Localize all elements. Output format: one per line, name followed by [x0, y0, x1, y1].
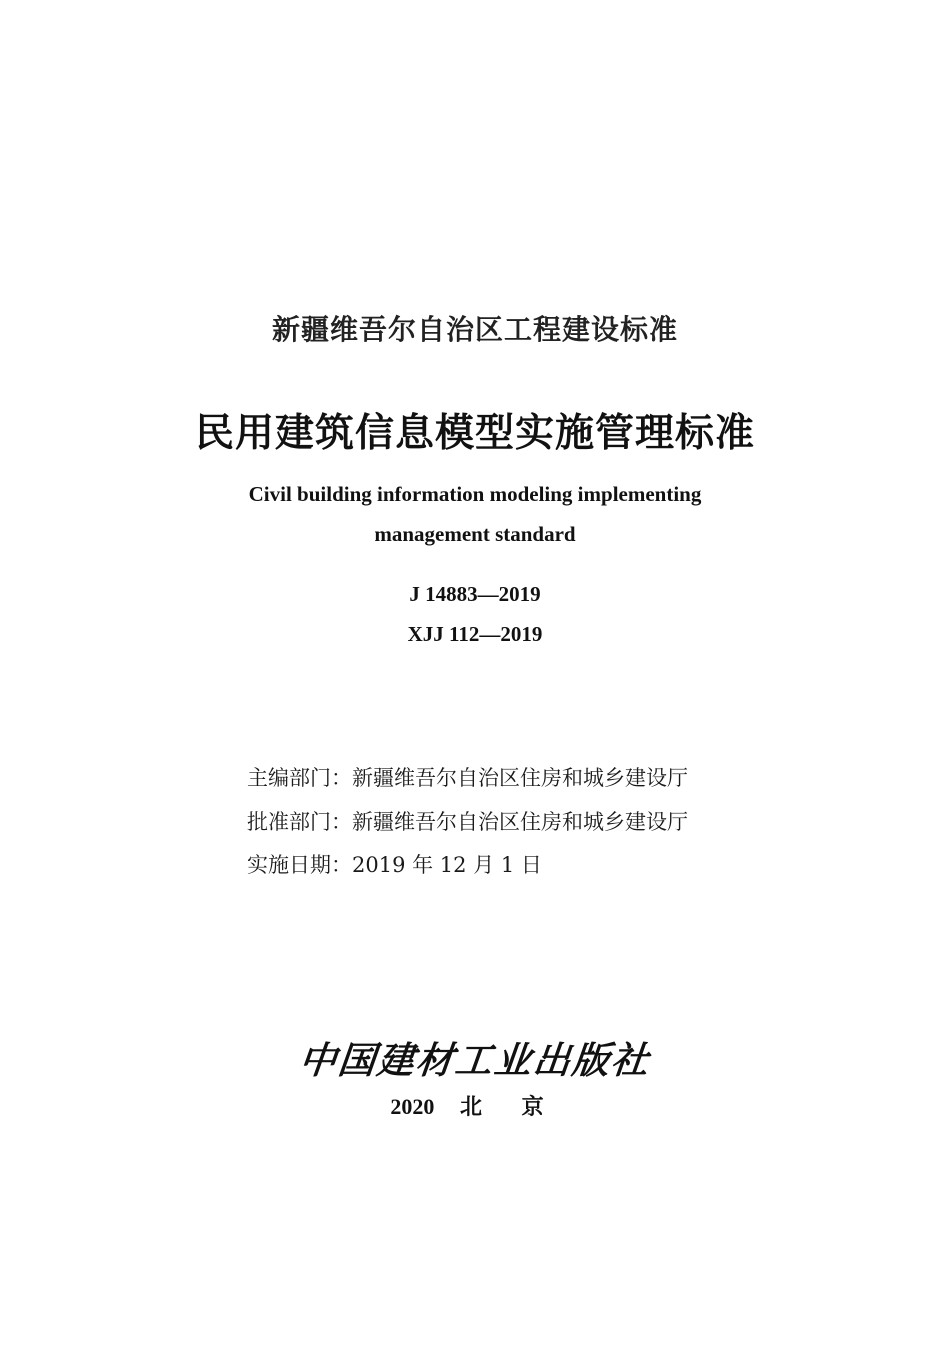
meta-label: 批准部门 [247, 810, 331, 834]
document-title-chinese: 民用建筑信息模型实施管理标准 [194, 410, 755, 456]
meta-value: 2019 年 12 月 1 日 [352, 853, 542, 877]
standard-code-j: J 14883—2019 [409, 582, 541, 606]
implementation-date [247, 849, 542, 879]
publication-city: 北 京 [460, 1094, 560, 1120]
approving-department [247, 806, 688, 836]
chief-editor-department [247, 762, 688, 792]
standard-series: 新疆维吾尔自治区工程建设标准 [271, 313, 678, 346]
publication-year: 2020 [390, 1094, 435, 1119]
publisher-name: 中国建材工业出版社 [296, 1038, 653, 1082]
meta-value: 新疆维吾尔自治区住房和城乡建设厅 [352, 810, 688, 834]
publication-line [0, 1090, 950, 1121]
document-title-english-line-2: management standard [374, 522, 576, 546]
meta-separator: ： [331, 853, 352, 877]
meta-value: 新疆维吾尔自治区住房和城乡建设厅 [352, 766, 688, 790]
meta-label: 实施日期 [247, 853, 331, 877]
standard-code-xjj: XJJ 112—2019 [407, 622, 543, 646]
meta-label: 主编部门 [247, 766, 331, 790]
meta-separator: ： [331, 810, 352, 834]
meta-separator: ： [331, 766, 352, 790]
document-title-english-line-1: Civil building information modeling implementing [248, 482, 702, 506]
